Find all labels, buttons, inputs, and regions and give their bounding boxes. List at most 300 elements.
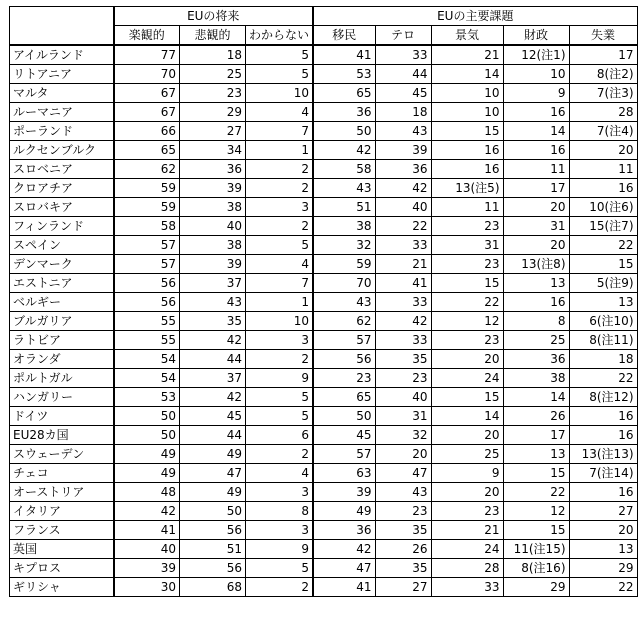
cell-dont-know: 9 — [246, 540, 314, 559]
cell-public-finance: 26 — [503, 407, 569, 426]
cell-dont-know: 2 — [246, 179, 314, 198]
table-row — [10, 236, 638, 255]
cell-country: スロベニア — [10, 160, 114, 179]
cell-unemployment: 20 — [569, 141, 637, 160]
cell-unemployment: 8(注2) — [569, 65, 637, 84]
table-row — [10, 293, 638, 312]
eu-survey-table — [9, 6, 638, 597]
table-row — [10, 578, 638, 597]
cell-pessimistic: 43 — [180, 293, 246, 312]
cell-dont-know: 4 — [246, 464, 314, 483]
cell-public-finance: 31 — [503, 217, 569, 236]
cell-economy: 10 — [431, 84, 503, 103]
cell-optimistic: 59 — [114, 198, 180, 217]
cell-public-finance: 8(注16) — [503, 559, 569, 578]
cell-immigration: 36 — [313, 103, 375, 122]
cell-economy: 14 — [431, 65, 503, 84]
header-group-row — [10, 7, 638, 26]
cell-unemployment: 16 — [569, 407, 637, 426]
cell-pessimistic: 36 — [180, 160, 246, 179]
cell-country: スロバキア — [10, 198, 114, 217]
column-header-terrorism: テロ — [375, 26, 431, 46]
cell-public-finance: 17 — [503, 179, 569, 198]
table-row — [10, 255, 638, 274]
cell-pessimistic: 68 — [180, 578, 246, 597]
header-eu-future: EUの将来 — [114, 7, 314, 26]
cell-economy: 25 — [431, 445, 503, 464]
table-row — [10, 331, 638, 350]
table-row — [10, 388, 638, 407]
cell-public-finance: 9 — [503, 84, 569, 103]
cell-immigration: 41 — [313, 578, 375, 597]
cell-terrorism: 21 — [375, 255, 431, 274]
cell-unemployment: 13 — [569, 293, 637, 312]
cell-country: デンマーク — [10, 255, 114, 274]
cell-immigration: 56 — [313, 350, 375, 369]
cell-unemployment: 13 — [569, 540, 637, 559]
cell-dont-know: 1 — [246, 141, 314, 160]
cell-immigration: 39 — [313, 483, 375, 502]
cell-economy: 15 — [431, 388, 503, 407]
cell-optimistic: 70 — [114, 65, 180, 84]
cell-immigration: 49 — [313, 502, 375, 521]
table-body — [10, 45, 638, 597]
cell-country: オーストリア — [10, 483, 114, 502]
table-row — [10, 407, 638, 426]
table-row — [10, 502, 638, 521]
cell-optimistic: 57 — [114, 236, 180, 255]
table-row — [10, 179, 638, 198]
cell-pessimistic: 37 — [180, 274, 246, 293]
cell-economy: 23 — [431, 217, 503, 236]
cell-optimistic: 56 — [114, 293, 180, 312]
cell-country: ルーマニア — [10, 103, 114, 122]
cell-immigration: 43 — [313, 179, 375, 198]
table-row — [10, 350, 638, 369]
header-eu-issues: EUの主要課題 — [313, 7, 637, 26]
cell-economy: 15 — [431, 274, 503, 293]
cell-country: イタリア — [10, 502, 114, 521]
cell-country: ドイツ — [10, 407, 114, 426]
cell-country: ギリシャ — [10, 578, 114, 597]
cell-immigration: 45 — [313, 426, 375, 445]
cell-optimistic: 50 — [114, 426, 180, 445]
cell-economy: 23 — [431, 331, 503, 350]
cell-immigration: 62 — [313, 312, 375, 331]
cell-terrorism: 40 — [375, 198, 431, 217]
cell-dont-know: 5 — [246, 45, 314, 65]
header-corner-cell — [10, 7, 114, 46]
cell-dont-know: 1 — [246, 293, 314, 312]
cell-economy: 9 — [431, 464, 503, 483]
cell-public-finance: 11 — [503, 160, 569, 179]
column-header-immigration: 移民 — [313, 26, 375, 46]
cell-country: アイルランド — [10, 45, 114, 65]
cell-unemployment: 17 — [569, 45, 637, 65]
cell-unemployment: 5(注9) — [569, 274, 637, 293]
cell-optimistic: 57 — [114, 255, 180, 274]
cell-immigration: 42 — [313, 141, 375, 160]
cell-terrorism: 32 — [375, 426, 431, 445]
cell-unemployment: 8(注12) — [569, 388, 637, 407]
cell-optimistic: 49 — [114, 445, 180, 464]
cell-pessimistic: 27 — [180, 122, 246, 141]
cell-economy: 16 — [431, 160, 503, 179]
cell-immigration: 70 — [313, 274, 375, 293]
cell-immigration: 23 — [313, 369, 375, 388]
cell-dont-know: 3 — [246, 521, 314, 540]
cell-public-finance: 15 — [503, 464, 569, 483]
column-header-economy: 景気 — [431, 26, 503, 46]
cell-immigration: 58 — [313, 160, 375, 179]
cell-dont-know: 7 — [246, 274, 314, 293]
cell-country: オランダ — [10, 350, 114, 369]
cell-economy: 21 — [431, 521, 503, 540]
cell-economy: 11 — [431, 198, 503, 217]
cell-dont-know: 10 — [246, 84, 314, 103]
cell-pessimistic: 47 — [180, 464, 246, 483]
cell-public-finance: 22 — [503, 483, 569, 502]
cell-pessimistic: 45 — [180, 407, 246, 426]
cell-public-finance: 13(注8) — [503, 255, 569, 274]
cell-pessimistic: 44 — [180, 350, 246, 369]
cell-public-finance: 14 — [503, 388, 569, 407]
cell-country: エストニア — [10, 274, 114, 293]
cell-terrorism: 45 — [375, 84, 431, 103]
cell-economy: 24 — [431, 369, 503, 388]
table-row — [10, 312, 638, 331]
cell-unemployment: 16 — [569, 483, 637, 502]
cell-immigration: 36 — [313, 521, 375, 540]
cell-dont-know: 3 — [246, 198, 314, 217]
table-row — [10, 540, 638, 559]
cell-country: フィンランド — [10, 217, 114, 236]
table-row — [10, 369, 638, 388]
cell-optimistic: 55 — [114, 331, 180, 350]
cell-immigration: 51 — [313, 198, 375, 217]
cell-country: ハンガリー — [10, 388, 114, 407]
cell-immigration: 65 — [313, 388, 375, 407]
cell-dont-know: 2 — [246, 350, 314, 369]
cell-terrorism: 27 — [375, 578, 431, 597]
cell-dont-know: 7 — [246, 122, 314, 141]
cell-optimistic: 55 — [114, 312, 180, 331]
cell-optimistic: 66 — [114, 122, 180, 141]
cell-economy: 31 — [431, 236, 503, 255]
cell-dont-know: 10 — [246, 312, 314, 331]
table-row — [10, 160, 638, 179]
cell-economy: 20 — [431, 483, 503, 502]
cell-immigration: 63 — [313, 464, 375, 483]
cell-terrorism: 31 — [375, 407, 431, 426]
cell-public-finance: 14 — [503, 122, 569, 141]
cell-economy: 15 — [431, 122, 503, 141]
cell-optimistic: 65 — [114, 141, 180, 160]
cell-economy: 21 — [431, 45, 503, 65]
cell-pessimistic: 50 — [180, 502, 246, 521]
cell-terrorism: 35 — [375, 559, 431, 578]
cell-pessimistic: 42 — [180, 331, 246, 350]
cell-dont-know: 9 — [246, 369, 314, 388]
table-row — [10, 426, 638, 445]
cell-economy: 28 — [431, 559, 503, 578]
cell-terrorism: 39 — [375, 141, 431, 160]
cell-terrorism: 35 — [375, 521, 431, 540]
cell-terrorism: 42 — [375, 312, 431, 331]
cell-unemployment: 15(注7) — [569, 217, 637, 236]
cell-unemployment: 13(注13) — [569, 445, 637, 464]
cell-country: リトアニア — [10, 65, 114, 84]
cell-pessimistic: 25 — [180, 65, 246, 84]
cell-public-finance: 29 — [503, 578, 569, 597]
cell-country: チェコ — [10, 464, 114, 483]
cell-immigration: 42 — [313, 540, 375, 559]
table-row — [10, 521, 638, 540]
cell-immigration: 41 — [313, 45, 375, 65]
cell-economy: 12 — [431, 312, 503, 331]
cell-terrorism: 22 — [375, 217, 431, 236]
cell-optimistic: 50 — [114, 407, 180, 426]
cell-terrorism: 18 — [375, 103, 431, 122]
column-header-public-finance: 財政 — [503, 26, 569, 46]
cell-pessimistic: 44 — [180, 426, 246, 445]
cell-economy: 20 — [431, 426, 503, 445]
table-row — [10, 103, 638, 122]
column-header-optimistic: 楽観的 — [114, 26, 180, 46]
cell-pessimistic: 49 — [180, 445, 246, 464]
cell-pessimistic: 56 — [180, 521, 246, 540]
cell-country: スウェーデン — [10, 445, 114, 464]
cell-country: EU28カ国 — [10, 426, 114, 445]
cell-pessimistic: 38 — [180, 236, 246, 255]
cell-public-finance: 11(注15) — [503, 540, 569, 559]
cell-economy: 23 — [431, 502, 503, 521]
cell-economy: 24 — [431, 540, 503, 559]
cell-terrorism: 20 — [375, 445, 431, 464]
cell-unemployment: 6(注10) — [569, 312, 637, 331]
table-row — [10, 198, 638, 217]
cell-public-finance: 16 — [503, 103, 569, 122]
cell-economy: 33 — [431, 578, 503, 597]
cell-unemployment: 22 — [569, 369, 637, 388]
cell-pessimistic: 39 — [180, 179, 246, 198]
cell-unemployment: 7(注3) — [569, 84, 637, 103]
column-header-unemployment: 失業 — [569, 26, 637, 46]
table-row — [10, 84, 638, 103]
cell-economy: 10 — [431, 103, 503, 122]
cell-dont-know: 8 — [246, 502, 314, 521]
cell-public-finance: 15 — [503, 521, 569, 540]
cell-immigration: 57 — [313, 445, 375, 464]
cell-dont-know: 5 — [246, 559, 314, 578]
cell-pessimistic: 40 — [180, 217, 246, 236]
cell-terrorism: 42 — [375, 179, 431, 198]
cell-public-finance: 8 — [503, 312, 569, 331]
table-row — [10, 464, 638, 483]
cell-public-finance: 17 — [503, 426, 569, 445]
cell-optimistic: 67 — [114, 103, 180, 122]
cell-unemployment: 27 — [569, 502, 637, 521]
cell-pessimistic: 18 — [180, 45, 246, 65]
cell-unemployment: 18 — [569, 350, 637, 369]
cell-terrorism: 33 — [375, 45, 431, 65]
cell-optimistic: 40 — [114, 540, 180, 559]
cell-optimistic: 54 — [114, 369, 180, 388]
cell-dont-know: 2 — [246, 445, 314, 464]
cell-immigration: 47 — [313, 559, 375, 578]
cell-public-finance: 16 — [503, 141, 569, 160]
table-row — [10, 45, 638, 65]
cell-dont-know: 5 — [246, 407, 314, 426]
table-row — [10, 559, 638, 578]
cell-dont-know: 2 — [246, 160, 314, 179]
table-row — [10, 65, 638, 84]
cell-economy: 23 — [431, 255, 503, 274]
cell-terrorism: 41 — [375, 274, 431, 293]
cell-public-finance: 12(注1) — [503, 45, 569, 65]
table-row — [10, 274, 638, 293]
table-row — [10, 445, 638, 464]
cell-dont-know: 6 — [246, 426, 314, 445]
cell-dont-know: 5 — [246, 65, 314, 84]
cell-terrorism: 35 — [375, 350, 431, 369]
cell-country: ポルトガル — [10, 369, 114, 388]
cell-terrorism: 44 — [375, 65, 431, 84]
cell-optimistic: 39 — [114, 559, 180, 578]
cell-public-finance: 16 — [503, 293, 569, 312]
cell-pessimistic: 38 — [180, 198, 246, 217]
cell-unemployment: 16 — [569, 179, 637, 198]
cell-pessimistic: 49 — [180, 483, 246, 502]
cell-public-finance: 12 — [503, 502, 569, 521]
cell-unemployment: 22 — [569, 578, 637, 597]
table-row — [10, 483, 638, 502]
cell-unemployment: 16 — [569, 426, 637, 445]
cell-public-finance: 10 — [503, 65, 569, 84]
cell-pessimistic: 34 — [180, 141, 246, 160]
cell-dont-know: 5 — [246, 236, 314, 255]
cell-unemployment: 11 — [569, 160, 637, 179]
cell-country: キプロス — [10, 559, 114, 578]
cell-optimistic: 42 — [114, 502, 180, 521]
cell-unemployment: 22 — [569, 236, 637, 255]
cell-country: ブルガリア — [10, 312, 114, 331]
cell-country: ラトビア — [10, 331, 114, 350]
cell-optimistic: 67 — [114, 84, 180, 103]
cell-terrorism: 47 — [375, 464, 431, 483]
cell-immigration: 57 — [313, 331, 375, 350]
cell-terrorism: 26 — [375, 540, 431, 559]
cell-pessimistic: 29 — [180, 103, 246, 122]
cell-dont-know: 2 — [246, 217, 314, 236]
cell-optimistic: 62 — [114, 160, 180, 179]
cell-public-finance: 13 — [503, 445, 569, 464]
cell-country: フランス — [10, 521, 114, 540]
cell-immigration: 50 — [313, 407, 375, 426]
cell-dont-know: 4 — [246, 255, 314, 274]
cell-dont-know: 5 — [246, 388, 314, 407]
cell-optimistic: 54 — [114, 350, 180, 369]
cell-pessimistic: 42 — [180, 388, 246, 407]
cell-country: 英国 — [10, 540, 114, 559]
cell-economy: 22 — [431, 293, 503, 312]
cell-country: マルタ — [10, 84, 114, 103]
cell-economy: 20 — [431, 350, 503, 369]
cell-optimistic: 53 — [114, 388, 180, 407]
cell-public-finance: 25 — [503, 331, 569, 350]
cell-unemployment: 28 — [569, 103, 637, 122]
table-row — [10, 141, 638, 160]
column-header-dont-know: わからない — [246, 26, 314, 46]
cell-country: ルクセンブルク — [10, 141, 114, 160]
cell-public-finance: 20 — [503, 236, 569, 255]
cell-unemployment: 29 — [569, 559, 637, 578]
cell-terrorism: 23 — [375, 369, 431, 388]
cell-public-finance: 36 — [503, 350, 569, 369]
cell-unemployment: 7(注14) — [569, 464, 637, 483]
cell-unemployment: 20 — [569, 521, 637, 540]
cell-optimistic: 77 — [114, 45, 180, 65]
cell-terrorism: 40 — [375, 388, 431, 407]
cell-immigration: 53 — [313, 65, 375, 84]
cell-pessimistic: 56 — [180, 559, 246, 578]
cell-immigration: 50 — [313, 122, 375, 141]
cell-country: クロアチア — [10, 179, 114, 198]
cell-dont-know: 3 — [246, 483, 314, 502]
cell-optimistic: 59 — [114, 179, 180, 198]
column-header-pessimistic: 悲観的 — [180, 26, 246, 46]
cell-optimistic: 30 — [114, 578, 180, 597]
cell-immigration: 59 — [313, 255, 375, 274]
cell-economy: 13(注5) — [431, 179, 503, 198]
table-row — [10, 217, 638, 236]
cell-economy: 14 — [431, 407, 503, 426]
cell-unemployment: 15 — [569, 255, 637, 274]
cell-optimistic: 41 — [114, 521, 180, 540]
cell-terrorism: 33 — [375, 331, 431, 350]
cell-public-finance: 20 — [503, 198, 569, 217]
table-row — [10, 122, 638, 141]
cell-pessimistic: 51 — [180, 540, 246, 559]
cell-unemployment: 7(注4) — [569, 122, 637, 141]
cell-terrorism: 23 — [375, 502, 431, 521]
cell-country: ベルギー — [10, 293, 114, 312]
cell-public-finance: 13 — [503, 274, 569, 293]
cell-country: スペイン — [10, 236, 114, 255]
cell-dont-know: 4 — [246, 103, 314, 122]
cell-optimistic: 56 — [114, 274, 180, 293]
cell-pessimistic: 37 — [180, 369, 246, 388]
cell-terrorism: 43 — [375, 483, 431, 502]
cell-dont-know: 2 — [246, 578, 314, 597]
cell-terrorism: 36 — [375, 160, 431, 179]
cell-optimistic: 58 — [114, 217, 180, 236]
cell-economy: 16 — [431, 141, 503, 160]
cell-terrorism: 33 — [375, 293, 431, 312]
cell-immigration: 43 — [313, 293, 375, 312]
cell-optimistic: 48 — [114, 483, 180, 502]
cell-terrorism: 33 — [375, 236, 431, 255]
cell-pessimistic: 23 — [180, 84, 246, 103]
cell-immigration: 32 — [313, 236, 375, 255]
cell-pessimistic: 35 — [180, 312, 246, 331]
cell-immigration: 65 — [313, 84, 375, 103]
cell-dont-know: 3 — [246, 331, 314, 350]
cell-optimistic: 49 — [114, 464, 180, 483]
cell-immigration: 38 — [313, 217, 375, 236]
cell-terrorism: 43 — [375, 122, 431, 141]
cell-pessimistic: 39 — [180, 255, 246, 274]
